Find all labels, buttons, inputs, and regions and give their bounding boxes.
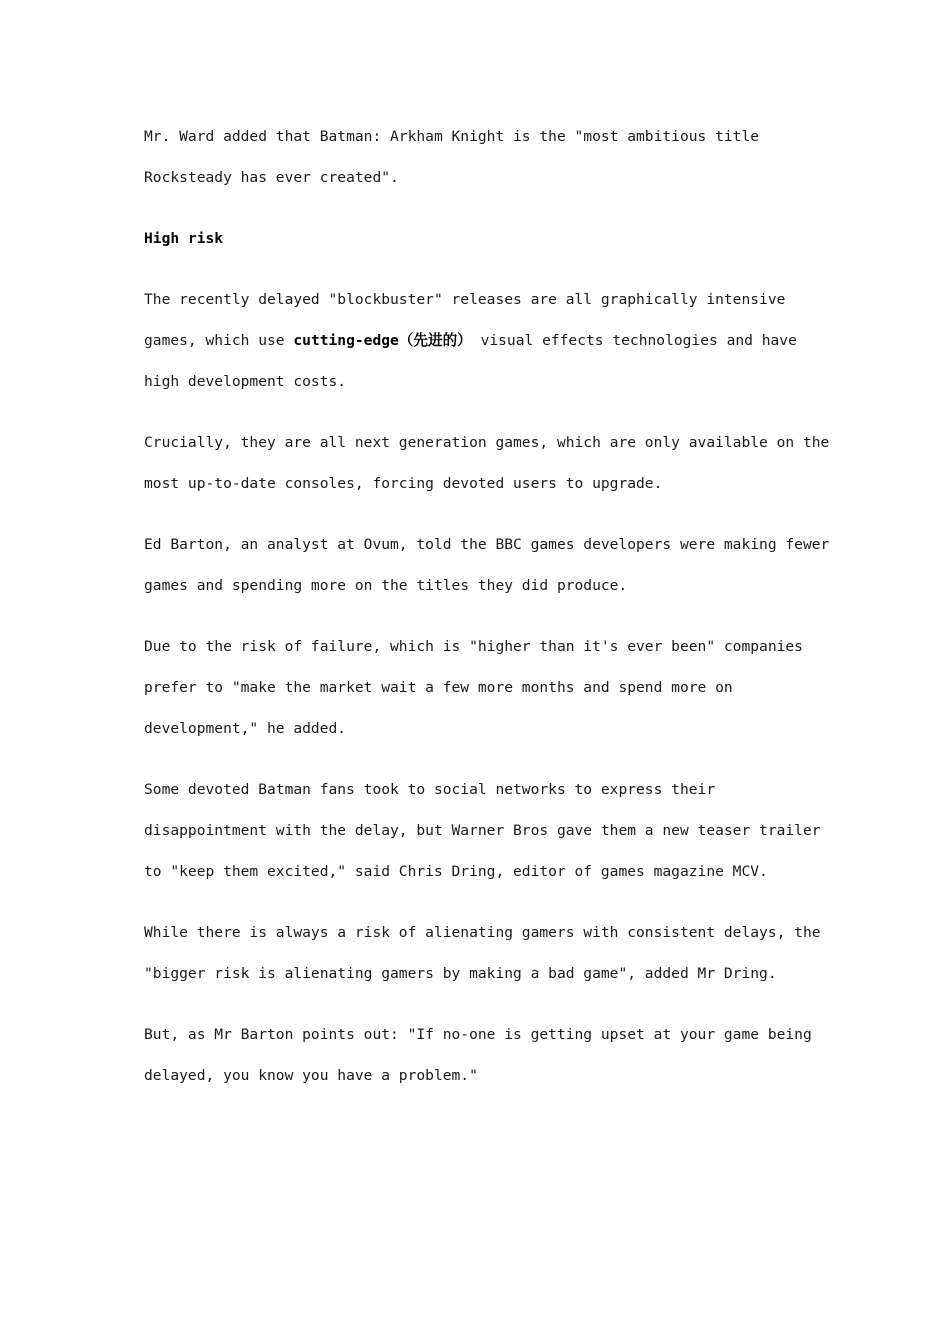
- text-line: to "keep them excited," said Chris Dring, editor of games magazine MCV.: [144, 863, 768, 880]
- text-line: prefer to "make the market wait a few more months and spend more on: [144, 679, 733, 696]
- text-line: But, as Mr Barton points out: "If no-one is getting upset at your game being: [144, 1026, 812, 1043]
- text-line: The recently delayed "blockbuster" releases are all graphically intensive: [144, 291, 786, 308]
- glossed-term: cutting-edge（先进的）: [293, 332, 472, 349]
- text-line: Some devoted Batman fans took to social networks to express their: [144, 781, 716, 798]
- text-line: development," he added.: [144, 720, 347, 737]
- text-segment: games, which use: [144, 332, 294, 349]
- text-line: high development costs.: [144, 373, 347, 390]
- text-line: Mr. Ward added that Batman: Arkham Knight is the "most ambitious title: [144, 128, 760, 145]
- text-line: [144, 320, 814, 361]
- text-line: Ed Barton, an analyst at Ovum, told the BBC games developers were making fewer: [144, 536, 830, 553]
- text-line: While there is always a risk of alienating gamers with consistent delays, the: [144, 924, 821, 941]
- paragraph-ed-barton: [144, 524, 830, 606]
- text-line: most up-to-date consoles, forcing devoted users to upgrade.: [144, 475, 663, 492]
- section-heading: High risk: [144, 230, 224, 247]
- paragraph-risk-of-failure: [144, 626, 814, 749]
- text-line: Rocksteady has ever created".: [144, 169, 399, 186]
- article-body: [144, 116, 830, 1116]
- text-line: games and spending more on the titles they did produce.: [144, 577, 628, 594]
- paragraph-next-generation: [144, 422, 830, 504]
- text-line: "bigger risk is alienating gamers by making a bad game", added Mr Dring.: [144, 965, 777, 982]
- text-line: Due to the risk of failure, which is "higher than it's ever been" companies: [144, 638, 803, 655]
- paragraph-closing-quote: [144, 1014, 814, 1096]
- paragraph-batman-fans: [144, 769, 821, 892]
- text-line: disappointment with the delay, but Warner Bros gave them a new teaser trailer: [144, 822, 821, 839]
- text-line: delayed, you know you have a problem.": [144, 1067, 478, 1084]
- paragraph-alienating-gamers: [144, 912, 821, 994]
- text-line: Crucially, they are all next generation games, which are only available on the: [144, 434, 830, 451]
- paragraph-blockbuster: [144, 279, 814, 402]
- paragraph-ward-quote: [144, 116, 814, 198]
- text-segment: visual effects technologies and have: [471, 332, 797, 349]
